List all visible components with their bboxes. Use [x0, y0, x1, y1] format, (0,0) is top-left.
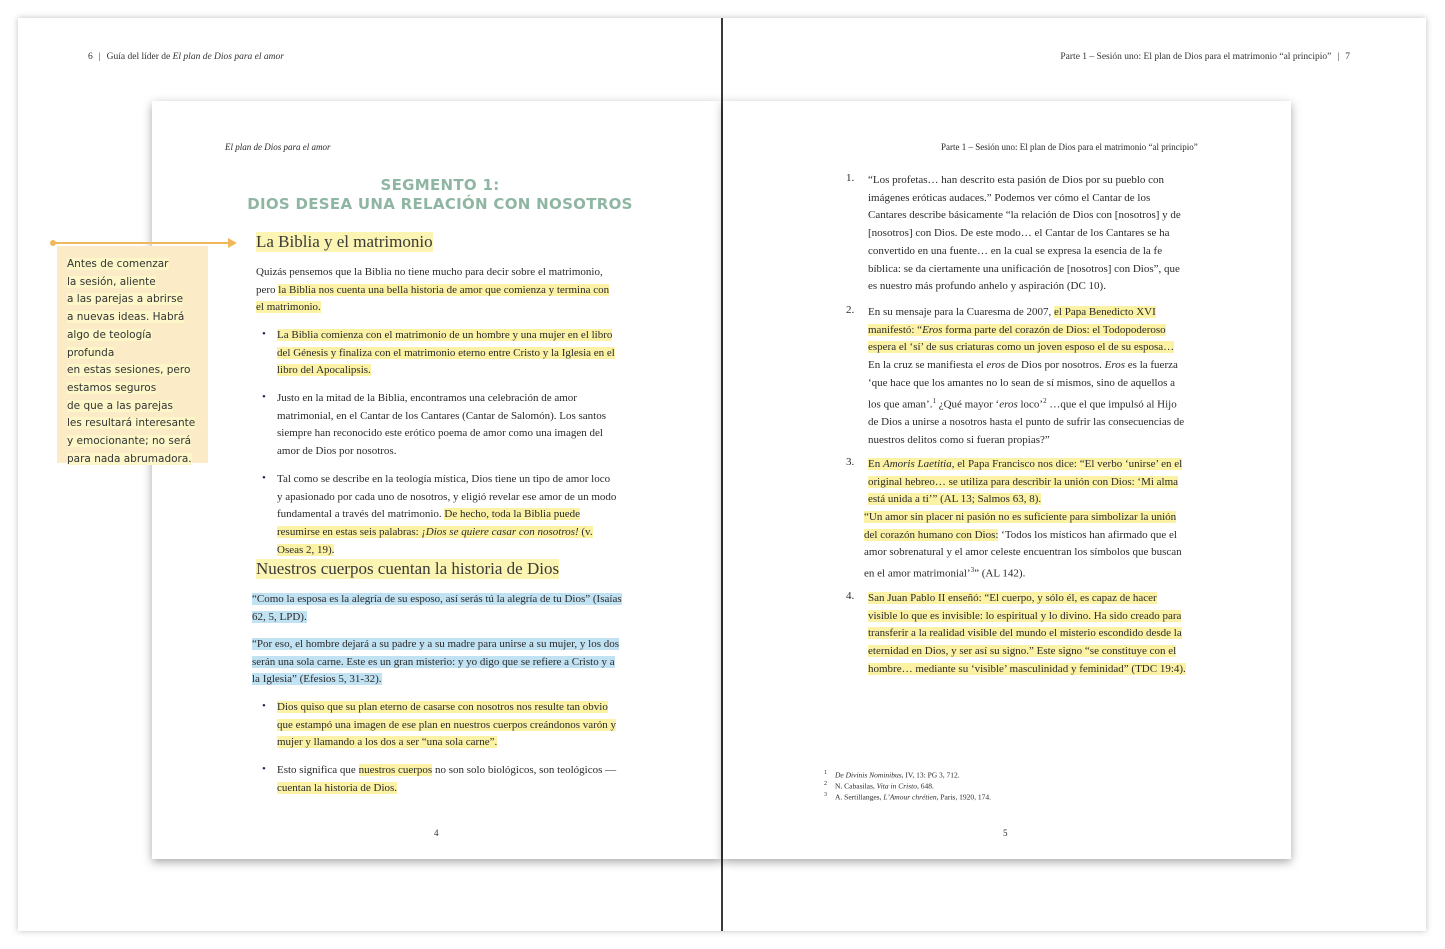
inner-page-left: [152, 101, 721, 859]
sidenote-line: a nuevas ideas. Habrá: [67, 311, 185, 324]
list-number: 4.: [846, 590, 855, 602]
leader-sidenote: [57, 246, 208, 463]
bullet-dot: •: [262, 328, 266, 340]
sidenote-line: y emocionante; no será: [67, 435, 192, 448]
bullet-plan: Dios quiso que su plan eterno de casarse con nosotros nos resulte tan obvio que estampó una imagen de ese plan en nuestros cuerpos creándonos varón y mujer y llamando a los dos a ser “una sola carne”.: [277, 701, 617, 749]
list-item-francisco-quote: “Un amor sin placer ni pasión no es suficiente para simbolizar la unión del corazón humano con Dios: ‘Todos los místicos han afirmado que el amor sobrenatural y el amor celeste encuentran los símbolos que buscan en el amor matrimonial’$^3$” (AL 142).: [864, 511, 1182, 580]
bullet-dot: •: [262, 472, 266, 484]
sidenote-line: estamos seguros: [67, 381, 157, 394]
bullet-dot: •: [262, 700, 266, 712]
intro-paragraph: Quizás pensemos que la Biblia no tiene mucho para decir sobre el matrimonio, pero la Biblia nos cuenta una bella historia de amor que comienza y termina con el matrimonio.: [256, 266, 610, 314]
page-number-right: 5: [1003, 828, 1008, 838]
outer-header-right: Parte 1 – Sesión uno: El plan de Dios para el matrimonio “al principio” | 7: [1060, 52, 1350, 62]
heading-cuerpos: Nuestros cuerpos cuentan la historia de Dios: [256, 559, 560, 578]
running-head-left: El plan de Dios para el amor: [225, 142, 331, 152]
bullet-dot: •: [262, 763, 266, 775]
sidenote-line: a las parejas a abrirse: [67, 293, 184, 306]
list-number: 1.: [846, 172, 855, 184]
running-head-right: Parte 1 – Sesión uno: El plan de Dios para el matrimonio “al principio”: [941, 142, 1198, 152]
bullet-dot: •: [262, 391, 266, 403]
sidenote-line: Antes de comenzar: [67, 258, 169, 270]
footnote-1: $^1$ De Divinis Nominibus, IV, 13: PG 3, 712.: [824, 770, 960, 780]
outer-header-left: 6 | Guía del líder de El plan de Dios para el amor: [88, 52, 284, 62]
bullet-mistica: Tal como se describe en la teología mística, Dios tiene un tipo de amor loco y apasionado por cada uno de nosotros, y eligió revelar ese amor de un modo fundamental a través del matrimonio. De hecho, toda la Biblia puede resumirse en estas seis palabras: ¡Dios se quiere casar con nosotros! (v. Oseas 2, 19).: [277, 473, 617, 556]
bullet-cuerpos: Esto significa que nuestros cuerpos no son solo biológicos, son teológicos —cuentan la historia de Dios.: [277, 764, 617, 794]
list-item-francisco: En Amoris Laetitia, el Papa Francisco nos dice: “El verbo ‘unirse’ en el original hebreo… se utiliza para describir la unión con Dios: ‘Mi alma está unida a ti’” (AL 13; Salmos 63, 8).: [868, 458, 1183, 506]
list-item-juan-pablo: San Juan Pablo II enseñó: “El cuerpo, y sólo él, es capaz de hacer visible lo que es invisible: lo espiritual y lo divino. Ha sido creado para transferir a la realidad visible del mundo el misterio escondido desde la eternidad en Dios, y ser así su signo.” Este signo “se constituye con el hombre… mediante su ‘visible’ masculinidad y feminidad” (TDC 19:4).: [868, 592, 1186, 675]
bullet-cantar: Justo en la mitad de la Biblia, encontramos una celebración de amor matrimonial, en el Cantar de los Cantares (Cantar de Salomón). Los santos siempre han reconocido este erótico poema de amor como una imagen del amor de Dios por nosotros.: [277, 392, 607, 458]
callout-arrow-dot: [50, 240, 56, 246]
callout-arrow-line: [52, 242, 230, 244]
heading-biblia: La Biblia y el matrimonio: [256, 232, 433, 251]
inner-page-right: [723, 101, 1291, 859]
quote-efesios: “Por eso, el hombre dejará a su padre y a su madre para unirse a su mujer, y los dos serán una sola carne. Este es un gran misterio: y yo digo que se refiere a Cristo y a la Iglesia” (Efesios 5, 31-32).: [252, 638, 620, 685]
page-number-left: 4: [434, 828, 439, 838]
list-item-profetas: “Los profetas… han descrito esta pasión de Dios por su pueblo con imágenes eróticas audaces.” Podemos ver cómo el Cantar de los Cantares describe básicamente “la relación de Dios con [nosotros] y de [nosotros] con Dios. De este modo… el Cantar de los Cantares se ha convertido en una fuente… en la cual se expresa la esencia de la fe bíblica: se da ciertamente una unificación de [nosotros] con Dios”, que es nuestro más profundo anhelo y aspiración (DC 10).: [868, 174, 1181, 293]
list-number: 2.: [846, 304, 855, 316]
footnote-3: $^3$ A. Sertillanges, L’Amour chrétien, Paris, 1920, 174.: [824, 792, 991, 802]
list-item-benedicto: En su mensaje para la Cuaresma de 2007, el Papa Benedicto XVI manifestó: “Eros forma parte del corazón de Dios: el Todopoderoso espera el ‘sí’ de sus criaturas como un joven esposo el de su esposa… En la cruz se manifiesta el eros de Dios por nosotros. Eros es la fuerza ‘que hace que los amantes no lo sean de sí mismos, sino de aquellos a los que aman’.$^1$ ¿Qué mayor ‘eros loco’$^2$ …que el que impulsó al Hijo de Dios a unirse a nosotros hasta el punto de sufrir las consecuencias de nuestros delitos como si fueran propias?”: [868, 306, 1185, 446]
sidenote-line: de que a las parejas: [67, 399, 173, 412]
list-number: 3.: [846, 456, 855, 468]
sidenote-line: en estas sesiones, pero: [67, 364, 191, 377]
sidenote-line: les resultará interesante: [67, 417, 196, 430]
footnote-2: $^2$ N. Cabasilas, Vita in Cristo, 648.: [824, 781, 934, 791]
sidenote-line: algo de teología profunda: [67, 328, 152, 359]
callout-arrow-head: [228, 238, 237, 248]
segment-title: SEGMENTO 1: DIOS DESEA UNA RELACIÓN CON NOSOTROS: [247, 176, 633, 213]
bullet-genesis: La Biblia comienza con el matrimonio de un hombre y una mujer en el libro del Génesis y finaliza con el matrimonio eterno entre Cristo y la Iglesia en el libro del Apocalipsis.: [277, 329, 615, 377]
sidenote-line: la sesión, aliente: [67, 275, 156, 288]
quote-isaias: “Como la esposa es la alegría de su esposo, así serás tú la alegría de tu Dios” (Isaías 62, 5, LPD).: [252, 593, 622, 623]
sidenote-line: para nada abrumadora.: [67, 452, 192, 465]
